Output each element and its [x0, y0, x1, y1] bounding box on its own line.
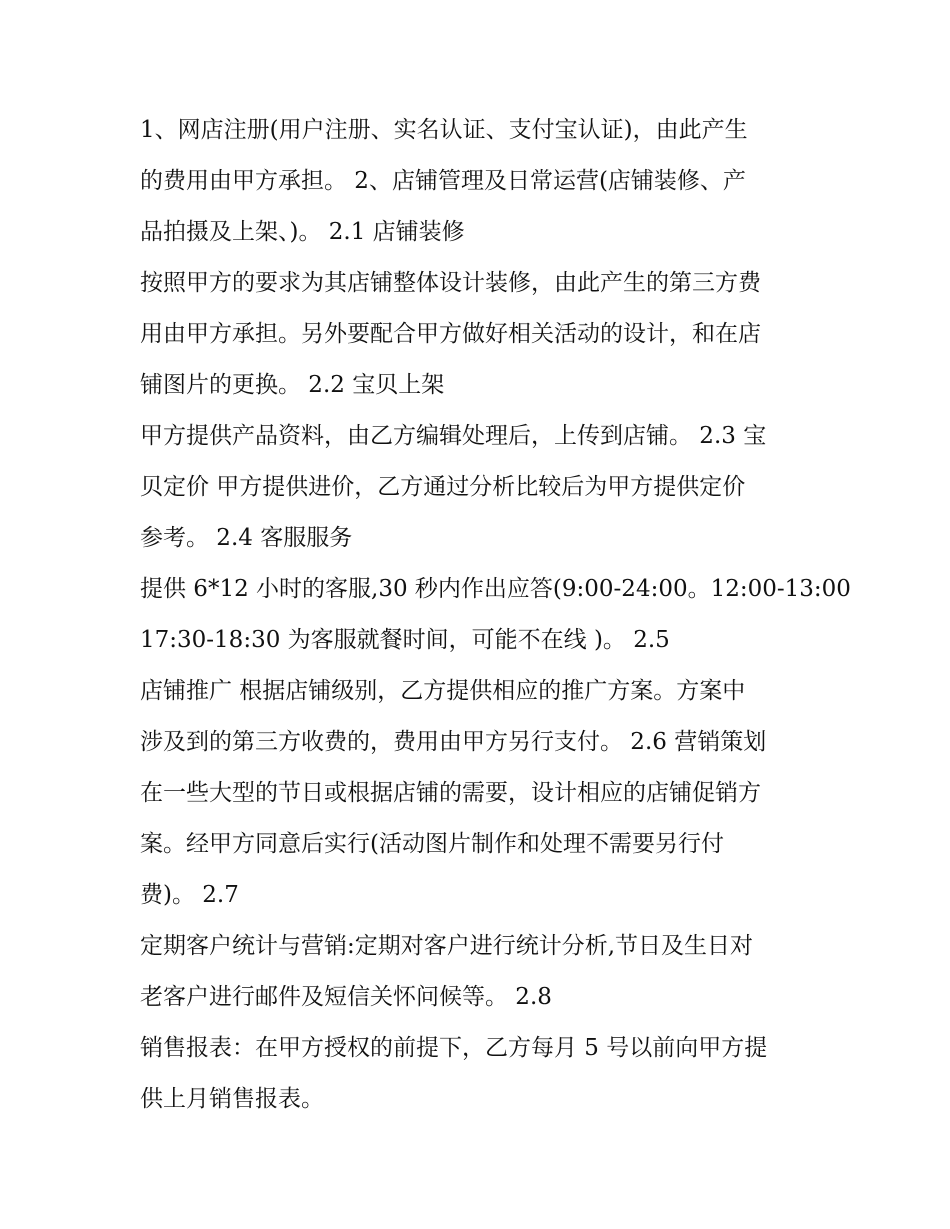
text-line-3: 品拍摄及上架、)。 2.1 店铺装修: [140, 219, 465, 245]
text-line-20: 供上月销售报表。: [140, 1086, 324, 1112]
text-line-6: 铺图片的更换。 2.2 宝贝上架: [140, 372, 445, 398]
document-body: [140, 110, 851, 1130]
text-line-5: 用由甲方承担。另外要配合甲方做好相关活动的设计，和在店: [140, 321, 761, 347]
text-line-18: 老客户进行邮件及短信关怀问候等。 2.8: [140, 984, 552, 1010]
text-line-12: 店铺推广 根据店铺级别，乙方提供相应的推广方案。方案中: [140, 678, 746, 704]
text-line-4: 按照甲方的要求为其店铺整体设计装修，由此产生的第三方费: [140, 270, 761, 296]
text-line-9: 参考。 2.4 客服服务: [140, 525, 353, 551]
text-line-2: 的费用由甲方承担。 2、店铺管理及日常运营(店铺装修、产: [140, 168, 746, 194]
text-line-13: 涉及到的第三方收费的，费用由甲方另行支付。 2.6 营销策划: [140, 729, 767, 755]
text-line-19: 销售报表：在甲方授权的前提下，乙方每月 5 号以前向甲方提: [140, 1035, 768, 1061]
text-line-8: 贝定价 甲方提供进价，乙方通过分析比较后为甲方提供定价: [140, 474, 746, 500]
text-line-1: 1、网店注册(用户注册、实名认证、支付宝认证)，由此产生: [140, 117, 748, 143]
text-line-17: 定期客户统计与营销:定期对客户进行统计分析,节日及生日对: [140, 933, 754, 959]
text-line-11: 17:30-18:30 为客服就餐时间，可能不在线 )。 2.5: [140, 627, 670, 653]
text-line-7: 甲方提供产品资料，由乙方编辑处理后，上传到店铺。 2.3 宝: [140, 423, 767, 449]
text-line-14: 在一些大型的节日或根据店铺的需要，设计相应的店铺促销方: [140, 780, 761, 806]
text-line-16: 费)。 2.7: [140, 882, 239, 908]
text-line-10: 提供 6*12 小时的客服,30 秒内作出应答(9:00-24:00。12:00-13:00: [140, 576, 851, 602]
text-line-15: 案。经甲方同意后实行(活动图片制作和处理不需要另行付: [140, 831, 724, 857]
